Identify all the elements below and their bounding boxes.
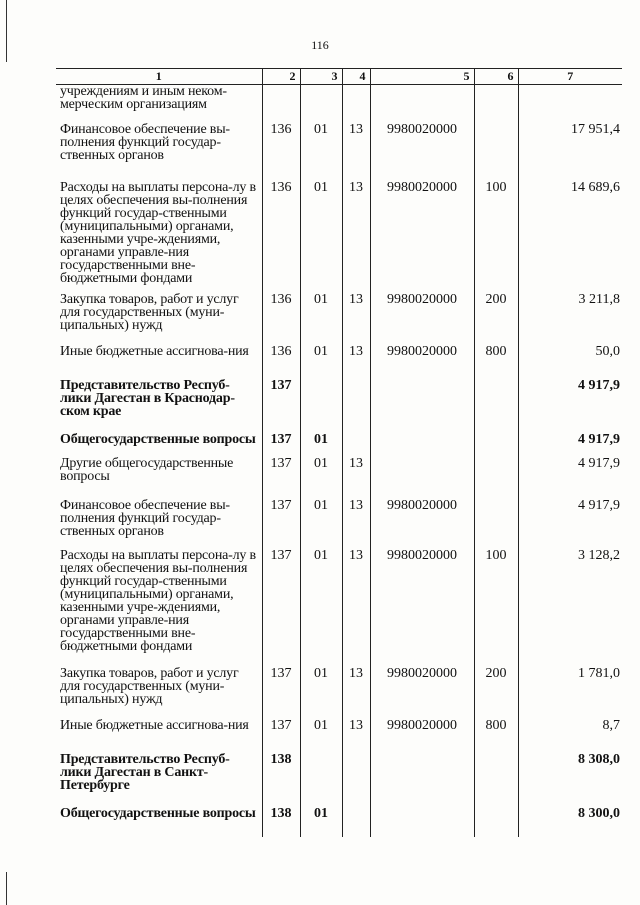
row-name-cell: Закупка товаров, работ и услуг для государственных (муни-ципальных) нужд [60,665,239,707]
row-target-article-cell [370,85,474,123]
row-name-cell: Закупка товаров, работ и услуг для государственных (муни-ципальных) нужд [60,291,239,333]
row-section-cell: 01 [300,719,342,753]
row-section-cell [300,85,342,123]
row-code-cell: 138 [262,807,300,837]
row-code-cell: 137 [262,549,300,667]
row-section-cell [300,753,342,807]
table-row [56,719,622,753]
row-expense-type-cell [474,379,518,433]
row-name-cell: Финансовое обеспечение вы-полнения функций государ-ственных органов [60,121,230,163]
column-header-3: 3 [300,69,342,85]
row-subsection-cell: 13 [342,457,370,499]
row-target-article-cell [370,379,474,433]
table-row [56,345,622,379]
row-code-cell [262,85,300,123]
row-subsection-cell: 13 [342,345,370,379]
row-subsection-cell [342,807,370,837]
row-amount-cell: 8 308,0 [518,753,622,807]
row-name-cell: Представительство Респуб-лики Дагестан в Краснодар-ском крае [60,377,235,419]
row-subsection-cell [342,379,370,433]
row-name-cell: Иные бюджетные ассигнова-ния [60,343,249,359]
row-subsection-cell: 13 [342,549,370,667]
row-section-cell: 01 [300,549,342,667]
column-header-6: 6 [474,69,518,85]
row-code-cell: 138 [262,753,300,807]
row-target-article-cell: 9980020000 [370,719,474,753]
row-amount-cell: 3 128,2 [518,549,622,667]
row-amount-cell: 3 211,8 [518,293,622,345]
column-header-5: 5 [370,69,474,85]
row-target-article-cell: 9980020000 [370,499,474,549]
row-expense-type-cell: 100 [474,549,518,667]
row-subsection-cell: 13 [342,123,370,181]
row-target-article-cell: 9980020000 [370,123,474,181]
row-amount-cell: 4 917,9 [518,457,622,499]
row-amount-cell: 17 951,4 [518,123,622,181]
row-code-cell: 137 [262,379,300,433]
row-amount-cell: 4 917,9 [518,499,622,549]
row-amount-cell: 4 917,9 [518,433,622,457]
budget-table [56,68,622,837]
table-row [56,293,622,345]
row-expense-type-cell: 200 [474,293,518,345]
row-expense-type-cell [474,807,518,837]
table-row [56,379,622,433]
row-target-article-cell [370,807,474,837]
row-expense-type-cell [474,753,518,807]
column-header-1: 1 [56,69,262,85]
row-expense-type-cell [474,85,518,123]
row-amount-cell [518,85,622,123]
column-header-4: 4 [342,69,370,85]
table-row [56,499,622,549]
table-row [56,181,622,293]
row-expense-type-cell [474,433,518,457]
table-row [56,123,622,181]
row-target-article-cell: 9980020000 [370,549,474,667]
row-subsection-cell: 13 [342,667,370,719]
row-section-cell [300,379,342,433]
row-code-cell: 136 [262,123,300,181]
row-amount-cell: 50,0 [518,345,622,379]
table-row [56,457,622,499]
row-expense-type-cell [474,499,518,549]
row-subsection-cell: 13 [342,181,370,293]
table-row [56,549,622,667]
row-subsection-cell: 13 [342,499,370,549]
row-amount-cell: 14 689,6 [518,181,622,293]
row-section-cell: 01 [300,181,342,293]
left-edge-mark-bottom [6,872,7,905]
row-name-cell: Иные бюджетные ассигнова-ния [60,717,249,733]
column-header-7: 7 [518,69,622,85]
left-edge-mark-top [6,0,7,62]
row-expense-type-cell: 100 [474,181,518,293]
budget-table-container [56,68,622,905]
row-code-cell: 136 [262,181,300,293]
row-code-cell: 137 [262,719,300,753]
row-code-cell: 136 [262,345,300,379]
table-row [56,85,622,123]
row-section-cell: 01 [300,667,342,719]
row-expense-type-cell: 200 [474,667,518,719]
row-target-article-cell: 9980020000 [370,345,474,379]
row-expense-type-cell: 800 [474,345,518,379]
row-section-cell: 01 [300,293,342,345]
row-section-cell: 01 [300,123,342,181]
row-target-article-cell: 9980020000 [370,181,474,293]
row-name-cell: Расходы на выплаты персона-лу в целях обеспечения вы-полнения функций государ-ственными (муниципальными) органами, казенными учре-ждениями, органами управле-ния государственными вне-бюджетными фондами [60,179,256,286]
row-amount-cell: 1 781,0 [518,667,622,719]
table-header-row [56,69,622,85]
row-name-cell: учреждениям и иным неком-мерческим организациям [60,84,227,112]
row-section-cell: 01 [300,499,342,549]
row-expense-type-cell: 800 [474,719,518,753]
row-subsection-cell: 13 [342,293,370,345]
row-target-article-cell [370,457,474,499]
row-name-cell: Расходы на выплаты персона-лу в целях обеспечения вы-полнения функций государ-ственными (муниципальными) органами, казенными учре-ждениями, органами управле-ния государственными вне-бюджетными фондами [60,547,256,654]
row-subsection-cell [342,85,370,123]
column-header-2: 2 [262,69,300,85]
row-target-article-cell: 9980020000 [370,293,474,345]
row-subsection-cell [342,433,370,457]
table-body [56,85,622,837]
table-row [56,433,622,457]
row-name-cell: Финансовое обеспечение вы-полнения функций государ-ственных органов [60,497,230,539]
row-name-cell: Общегосударственные вопросы [60,805,256,821]
table-row [56,667,622,719]
row-code-cell: 137 [262,667,300,719]
row-section-cell: 01 [300,457,342,499]
row-expense-type-cell [474,123,518,181]
row-section-cell: 01 [300,433,342,457]
row-amount-cell: 4 917,9 [518,379,622,433]
row-name-cell: Общегосударственные вопросы [60,431,256,447]
row-expense-type-cell [474,457,518,499]
row-name-cell: Представительство Респуб-лики Дагестан в Санкт-Петербурге [60,751,230,793]
row-name-cell: Другие общегосударственные вопросы [60,455,234,484]
page-number: 116 [311,38,329,52]
row-amount-cell: 8 300,0 [518,807,622,837]
row-target-article-cell [370,753,474,807]
row-code-cell: 137 [262,457,300,499]
row-amount-cell: 8,7 [518,719,622,753]
row-target-article-cell [370,433,474,457]
row-section-cell: 01 [300,345,342,379]
row-code-cell: 136 [262,293,300,345]
row-section-cell: 01 [300,807,342,837]
table-row [56,807,622,837]
row-target-article-cell: 9980020000 [370,667,474,719]
row-code-cell: 137 [262,433,300,457]
table-row [56,753,622,807]
row-subsection-cell: 13 [342,719,370,753]
row-code-cell: 137 [262,499,300,549]
row-subsection-cell [342,753,370,807]
